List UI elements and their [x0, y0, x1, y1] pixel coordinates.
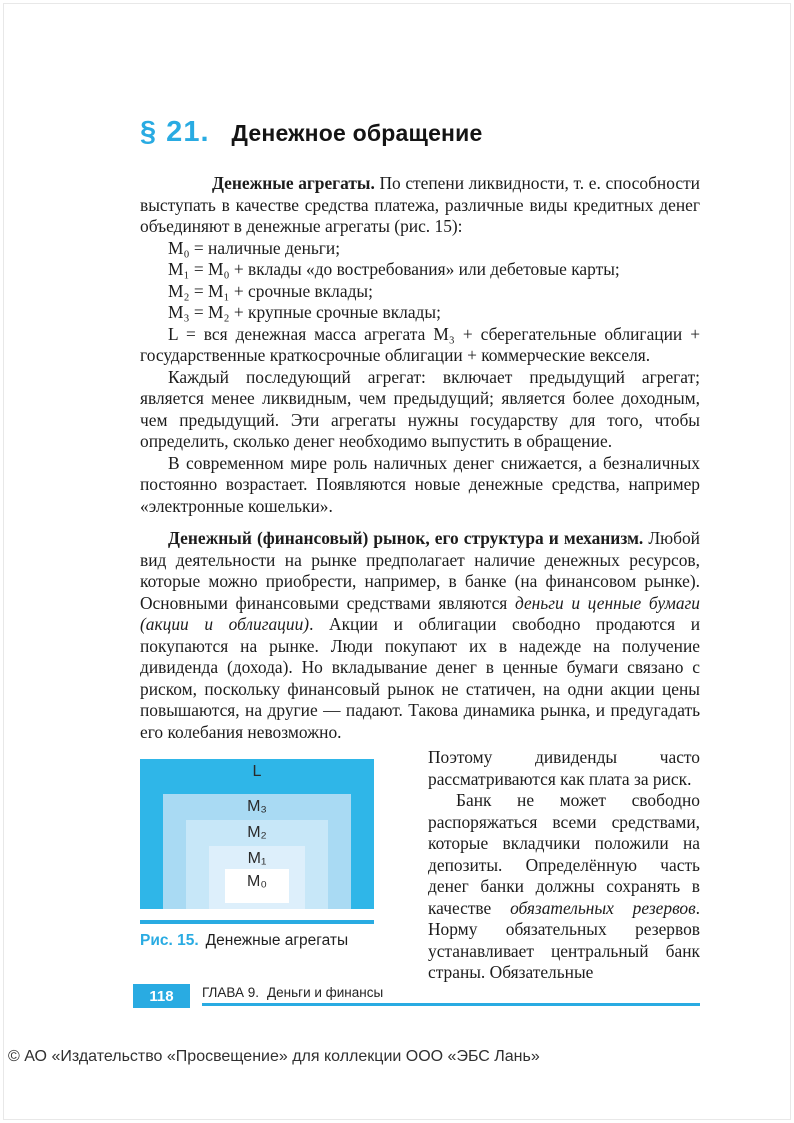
- paragraph-financial-market: Денежный (финансовый) рынок, его структура и механизм. Любой вид деятельности на рынке предполагает наличие денежных ресурсов, которые можно приобрести, например, в банке (на финансовом рынке). Основными финансовыми средствами являются деньги и ценные бумаги (акции и облигации). Акции и облигации свободно продаются и покупаются на рынке. Люди покупают их в надежде на получение дивиденда (дохода). Но вкладывание денег в ценные бумаги связано с риском, поскольку финансовый рынок не статичен, на одни акции цены повышаются, на другие — падают. Такова динамика рынка, и предугадать его колебания невозможно.: [140, 528, 700, 742]
- page-number-badge: 118: [133, 984, 190, 1008]
- section-number: § 21.: [140, 116, 210, 148]
- copyright-notice: © АО «Издательство «Просвещение» для коллекции ООО «ЭБС Лань»: [8, 1048, 540, 1065]
- figure-monetary-aggregates: [140, 759, 374, 909]
- paragraph-modern-world: В современном мире роль наличных денег снижается, а безналичных постоянно возрастает. Появляются новые денежные средства, например «электронные кошельки».: [140, 452, 700, 516]
- figure-label-m1: M₁: [247, 850, 267, 867]
- formula-m1: M₁ = M₀ + вклады «до востребования» или дебетовые карты;: [168, 259, 620, 279]
- figure-15-block: [140, 759, 374, 984]
- figure-and-text-row: [140, 747, 700, 984]
- figure-label-m0: M₀: [247, 873, 267, 890]
- page-content: [140, 116, 700, 984]
- page-footer: [133, 984, 700, 1008]
- figure-caption-number: Рис. 15.: [140, 932, 199, 949]
- formula-l: L = вся денежная масса агрегата M₃ + сберегательные облигации + государственные краткосрочные облигации + коммерческие векселя.: [140, 323, 700, 365]
- figure-caption: [140, 932, 374, 950]
- chapter-title: Деньги и финансы: [267, 985, 384, 1000]
- figure-caption-rule: [140, 920, 374, 924]
- wrap-text-column: [428, 747, 700, 984]
- figure-caption-text: Денежные агрегаты: [205, 932, 349, 949]
- chapter-number: ГЛАВА 9.: [202, 985, 259, 1000]
- figure-label-m2: M₂: [247, 824, 267, 841]
- paragraph-bank-reserves: Банк не может свободно распоряжаться всеми средствами, которые вкладчики положили на депозиты. Определённую часть денег банки должны сохранять в качестве обязательных резервов. Норму обязательных резервов устанавливает центральный банк страны. Обязательные: [428, 790, 700, 982]
- body-text: [140, 173, 700, 743]
- paragraph-dividends-risk: Поэтому дивиденды часто рассматриваются как плата за риск.: [428, 747, 700, 789]
- formula-m2: M₂ = M₁ + срочные вклады;: [168, 280, 373, 301]
- figure-box-m0: [225, 869, 289, 903]
- running-header: [202, 984, 700, 1006]
- formula-m0: M₀ = наличные деньги;: [168, 237, 341, 258]
- formula-m3: M₃ = M₂ + крупные срочные вклады;: [168, 302, 441, 322]
- paragraph-each-aggregate: Каждый последующий агрегат: включает предыдущий агрегат; является менее ликвидным, чем предыдущий; является более доходным, чем предыдущий. Эти агрегаты нужны государству для того, чтобы определить, сколько денег необходимо выпустить в обращение.: [140, 366, 700, 451]
- section-heading: [140, 116, 700, 149]
- figure-label-l: L: [252, 763, 262, 780]
- figure-label-m3: M₃: [247, 798, 267, 815]
- paragraph-aggregates-intro: Денежные агрегаты. По степени ликвидности, т. е. способности выступать в качестве средства платежа, различные виды кредитных денег объединяют в денежные агрегаты (рис. 15):: [140, 173, 700, 236]
- section-title: Денежное обращение: [231, 120, 483, 146]
